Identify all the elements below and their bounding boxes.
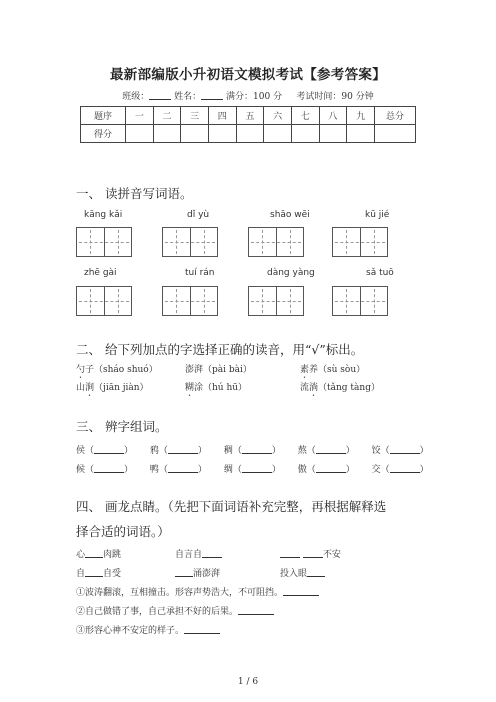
- answer-blank[interactable]: [202, 548, 222, 558]
- writing-box[interactable]: [162, 227, 218, 257]
- reading-item: [185, 380, 247, 399]
- score-header-cell: 七: [291, 107, 319, 125]
- score-cell[interactable]: [347, 125, 375, 143]
- score-header-cell: 总分: [375, 107, 416, 125]
- answer-blank[interactable]: [85, 567, 103, 577]
- idiom-part: 心: [76, 550, 86, 560]
- score-cell[interactable]: [291, 125, 319, 143]
- paren: ）: [197, 446, 207, 456]
- score-header-row: [81, 107, 416, 125]
- section-2-title: 二、 给下列加点的字选择正确的读音，用“√”标出。: [76, 342, 364, 357]
- paren: ）: [345, 446, 355, 456]
- page-number: 1 / 6: [237, 677, 259, 687]
- question-text: ②自己做错了事，自己承担不好的后果。: [76, 607, 239, 617]
- score-header-cell: 九: [347, 107, 375, 125]
- answer-blank[interactable]: [238, 605, 274, 615]
- answer-blank[interactable]: [85, 548, 103, 558]
- reading-options[interactable]: （jiān jiàn）: [94, 383, 149, 393]
- idiom-part: 自受: [103, 569, 122, 579]
- score-cell[interactable]: [153, 125, 181, 143]
- reading-item: [76, 362, 158, 381]
- idiom-part: 涌澎湃: [193, 569, 221, 579]
- answer-blank[interactable]: [175, 567, 193, 577]
- section-4-title-cont: 择合适的词语。）: [76, 524, 170, 539]
- paren: ）: [271, 465, 281, 475]
- reading-options[interactable]: 养（sù sòu）: [309, 365, 366, 375]
- score-cell[interactable]: [264, 125, 292, 143]
- score-table: [80, 106, 416, 143]
- section-4-title: 四、 画龙点睛。（先把下面词语补充完整，再根据解释选: [76, 499, 387, 514]
- name-blank: [201, 90, 223, 100]
- answer-blank[interactable]: [307, 567, 325, 577]
- paren: ）: [419, 465, 429, 475]
- answer-blank[interactable]: [390, 444, 420, 454]
- section-3-title: 三、 辨字组词。: [76, 419, 168, 434]
- idiom-item: [76, 547, 121, 560]
- answer-blank[interactable]: [242, 463, 272, 473]
- idiom-item: [175, 566, 220, 579]
- pinyin-label: tuí rán: [185, 268, 215, 278]
- exam-time: 考试时间：90 分钟: [296, 92, 374, 102]
- reading-item: [300, 380, 380, 399]
- writing-box[interactable]: [76, 286, 132, 316]
- reading-item: [76, 380, 149, 399]
- char-prompt: 熬（: [297, 446, 316, 456]
- answer-blank[interactable]: [280, 548, 300, 558]
- char-prompt: 鸭（: [149, 465, 168, 475]
- section-1-title: 一、 读拼音写词语。: [76, 186, 193, 201]
- reading-item: [185, 362, 252, 375]
- page-title: 最新部编版小升初语文模拟考试【参考答案】: [110, 67, 386, 83]
- idiom-part: 肉跳: [103, 550, 122, 560]
- char-prompt: 饺（: [371, 446, 390, 456]
- char-prompt: 鸦（: [149, 446, 168, 456]
- score-label: 得分: [81, 125, 126, 143]
- paren: ）: [345, 465, 355, 475]
- char: 山: [76, 383, 86, 393]
- word-group-row: [76, 462, 429, 475]
- pinyin-label: dǐ yù: [187, 210, 210, 220]
- reading-options[interactable]: 涂（hú hū）: [194, 383, 248, 393]
- paren: ）: [124, 446, 134, 456]
- char-prompt: 交（: [371, 465, 390, 475]
- question-text: ③形容心神不安定的样子。: [76, 626, 185, 636]
- writing-box[interactable]: [162, 286, 218, 316]
- idiom-item: [175, 547, 222, 560]
- writing-box[interactable]: [332, 286, 388, 316]
- score-header-cell: 六: [264, 107, 292, 125]
- score-cell[interactable]: [208, 125, 236, 143]
- score-header-cell: 五: [236, 107, 264, 125]
- answer-blank[interactable]: [168, 463, 198, 473]
- idiom-item: [76, 566, 121, 579]
- score-cell[interactable]: [126, 125, 154, 143]
- reading-item: [300, 362, 365, 381]
- answer-blank[interactable]: [303, 548, 323, 558]
- answer-blank[interactable]: [283, 586, 319, 596]
- question-item: [76, 623, 220, 636]
- score-row: [81, 125, 416, 143]
- pinyin-label: dàng yàng: [267, 268, 315, 278]
- score-header-cell: 二: [153, 107, 181, 125]
- idiom-item: [280, 547, 341, 560]
- score-cell[interactable]: [181, 125, 209, 143]
- reading-options[interactable]: 子（sháo shuó）: [85, 365, 158, 375]
- char-prompt: 傲（: [297, 465, 316, 475]
- dotted-char: 糊: [185, 383, 195, 393]
- idiom-part: 自: [76, 569, 86, 579]
- pinyin-label: kāng kǎi: [84, 210, 123, 220]
- total-score: 满分：100 分: [226, 92, 283, 102]
- paren: ）: [419, 446, 429, 456]
- answer-blank[interactable]: [94, 463, 124, 473]
- exam-info: [0, 89, 496, 102]
- answer-blank[interactable]: [168, 444, 198, 454]
- dotted-char: 淌: [309, 383, 319, 393]
- class-blank: [149, 90, 171, 100]
- score-header-cell: 题序: [81, 107, 126, 125]
- answer-blank[interactable]: [242, 444, 272, 454]
- char-prompt: 候（: [76, 465, 95, 475]
- paren: ）: [197, 465, 207, 475]
- score-header-cell: 八: [319, 107, 347, 125]
- question-item: [76, 604, 274, 617]
- reading-options[interactable]: 澎湃（pài bài）: [185, 365, 252, 375]
- paren: ）: [271, 446, 281, 456]
- idiom-item: [280, 566, 325, 579]
- dotted-char: 涧: [85, 383, 95, 393]
- answer-blank[interactable]: [94, 444, 124, 454]
- dotted-char: 勺: [76, 365, 86, 375]
- score-header-cell: 一: [126, 107, 154, 125]
- class-label: 班级：: [122, 92, 150, 102]
- score-header-cell: 四: [208, 107, 236, 125]
- char-prompt: 稠（: [223, 446, 242, 456]
- question-item: [76, 585, 319, 598]
- pinyin-label: kū jié: [365, 210, 390, 220]
- word-group-row: [76, 443, 429, 456]
- idiom-part: 投入眼: [280, 569, 308, 579]
- writing-box[interactable]: [248, 227, 304, 257]
- reading-options[interactable]: （tǎng tàng）: [318, 383, 380, 393]
- name-label: 姓名：: [174, 92, 202, 102]
- pinyin-label: sǎ tuō: [366, 268, 394, 278]
- char-prompt: 绸（: [223, 465, 242, 475]
- score-header-cell: 三: [181, 107, 209, 125]
- pinyin-label: zhē gài: [84, 268, 117, 278]
- score-cell[interactable]: [236, 125, 264, 143]
- answer-blank[interactable]: [184, 624, 220, 634]
- paren: ）: [124, 465, 134, 475]
- writing-box[interactable]: [332, 227, 388, 257]
- writing-box[interactable]: [248, 286, 304, 316]
- char: 流: [300, 383, 310, 393]
- pinyin-label: shāo wēi: [270, 210, 310, 220]
- question-text: ①波涛翻滚，互相撞击。形容声势浩大，不可阻挡。: [76, 588, 284, 598]
- char-prompt: 侯（: [76, 446, 95, 456]
- score-cell[interactable]: [375, 125, 416, 143]
- writing-box[interactable]: [76, 227, 132, 257]
- dotted-char: 素: [300, 365, 310, 375]
- idiom-part: 不安: [322, 550, 341, 560]
- idiom-part: 自言自: [175, 550, 203, 560]
- answer-blank[interactable]: [316, 444, 346, 454]
- answer-blank[interactable]: [390, 463, 420, 473]
- score-cell[interactable]: [319, 125, 347, 143]
- answer-blank[interactable]: [316, 463, 346, 473]
